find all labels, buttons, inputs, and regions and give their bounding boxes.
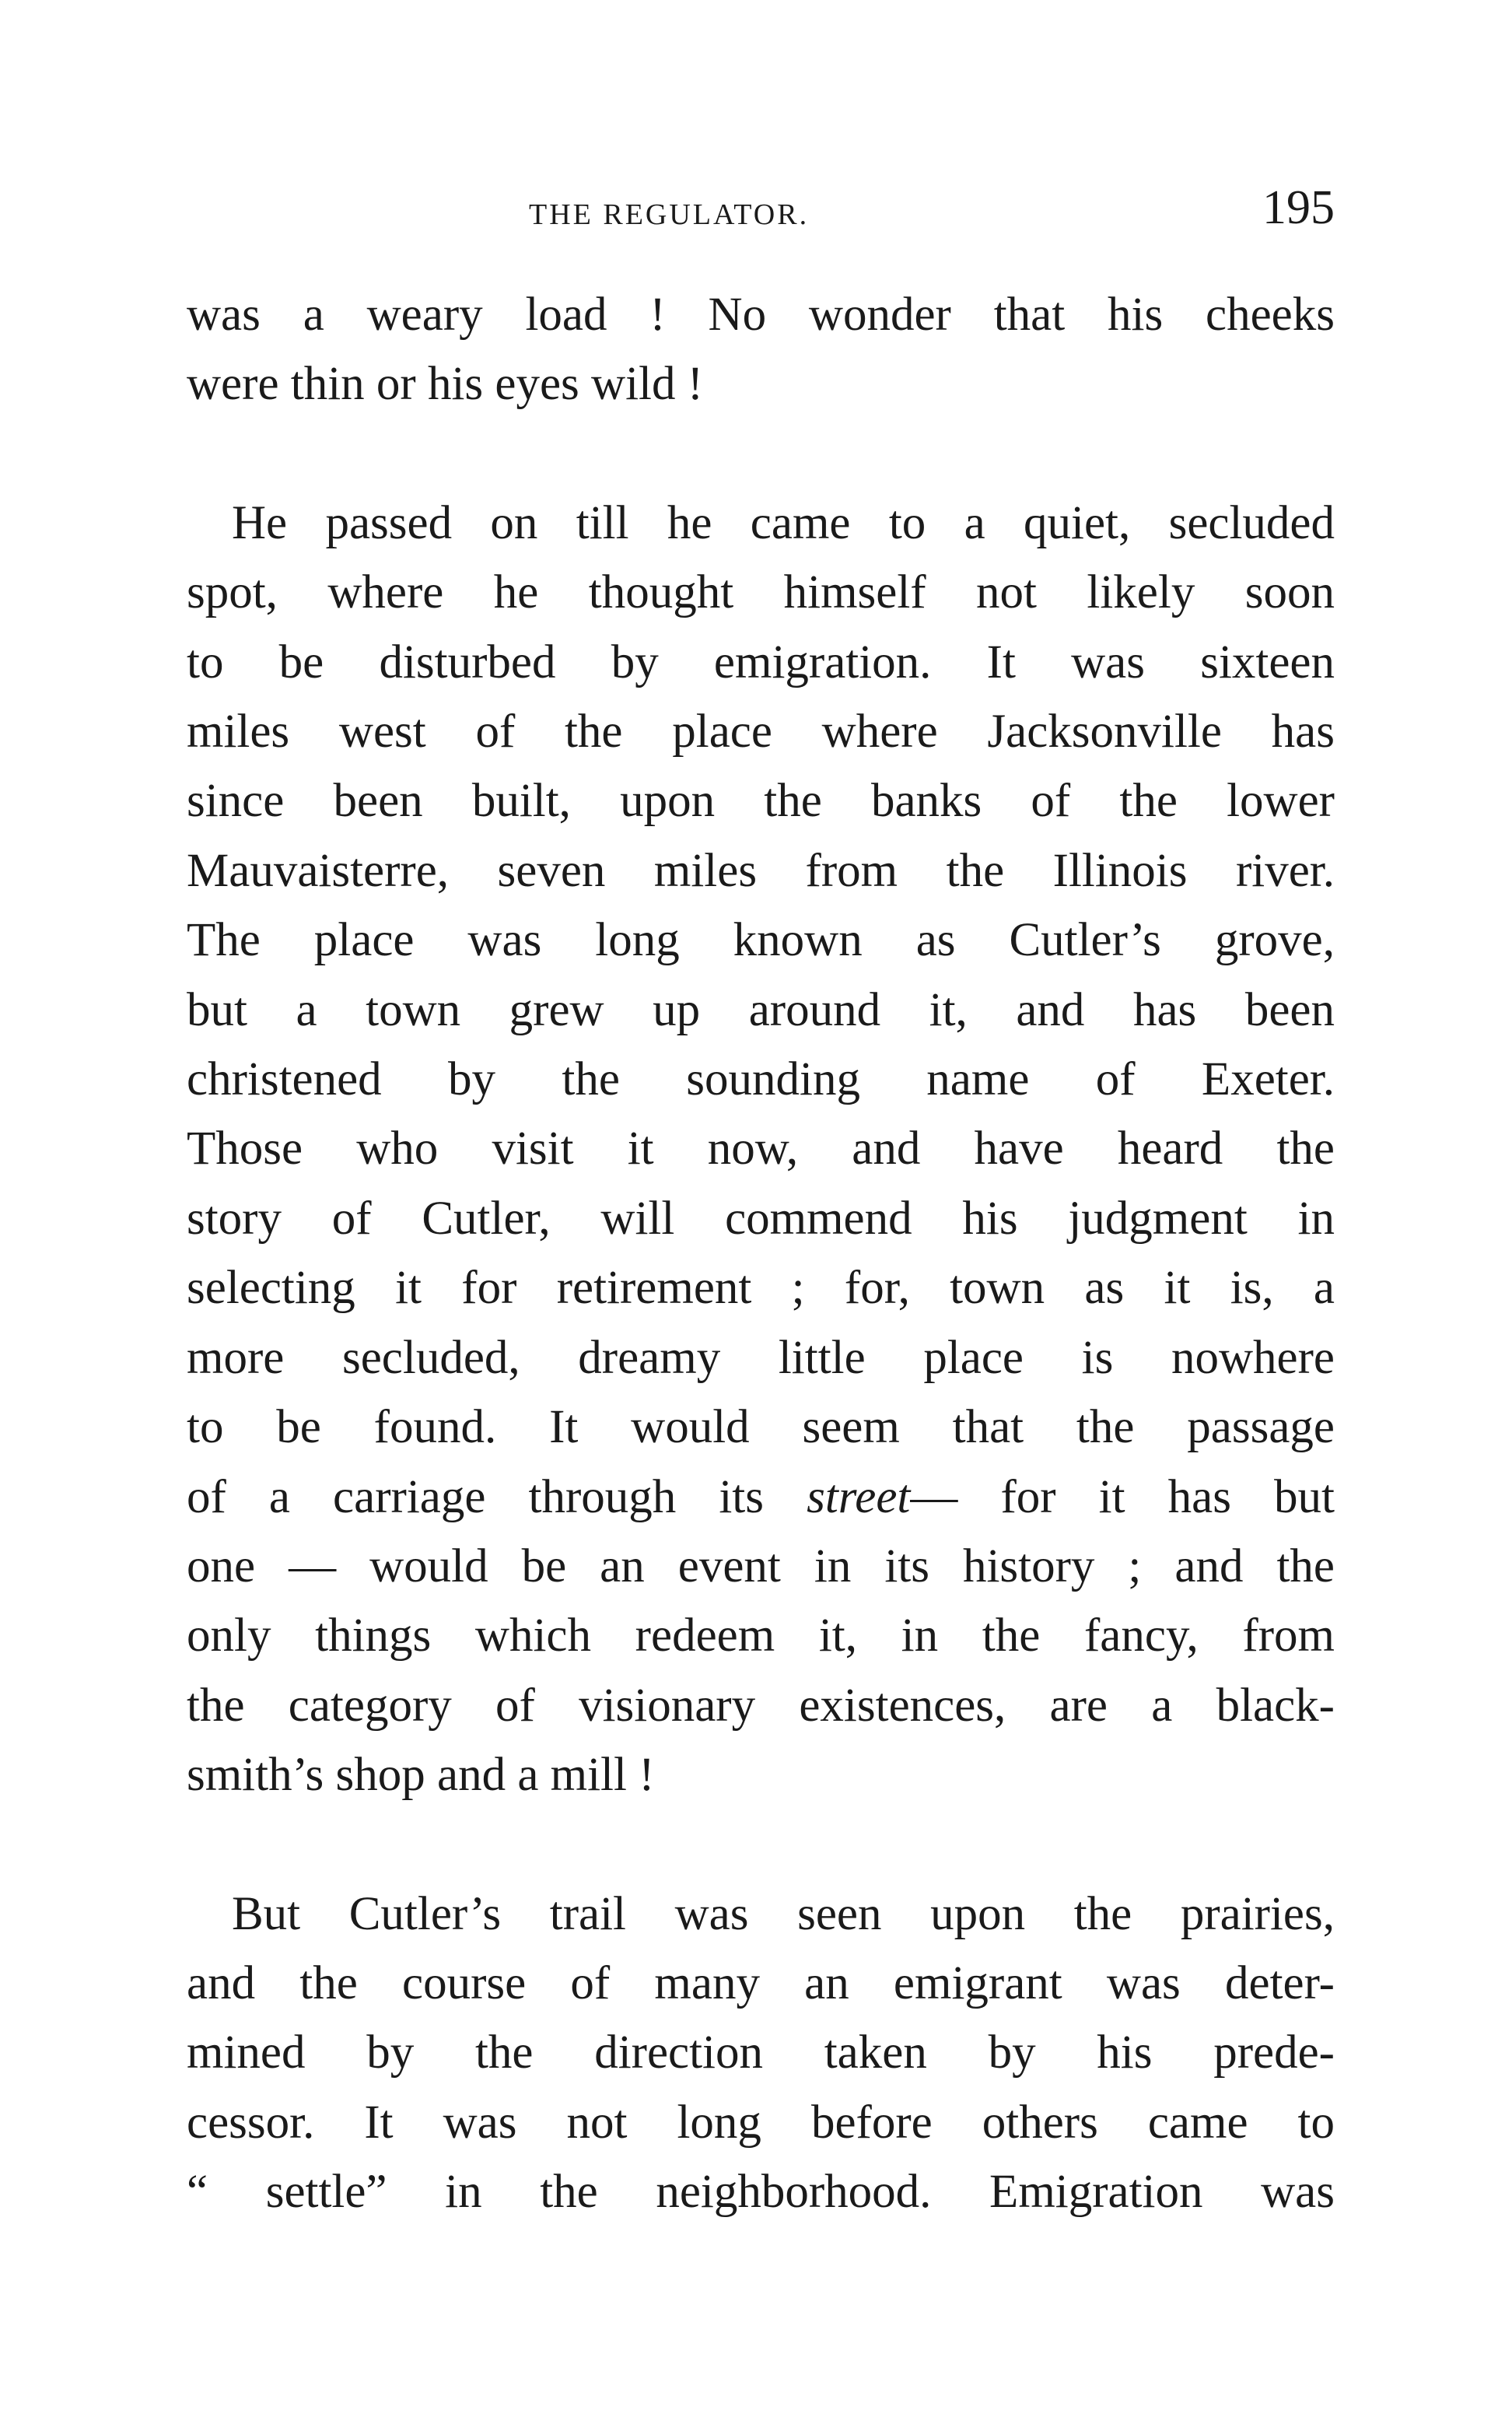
text-line: christened by the sounding name of Exeter. [187, 1053, 1335, 1106]
text-line: to be found. It would seem that the passage [187, 1401, 1335, 1454]
text-line: He passed on till he came to a quiet, secluded [232, 496, 1335, 549]
italic-word: street [807, 1470, 911, 1523]
text-line: “ settle” in the neighborhood. Emigration was [187, 2166, 1335, 2219]
text-line: miles west of the place where Jacksonville has [187, 706, 1335, 758]
text-line: to be disturbed by emigration. It was sixteen [187, 636, 1335, 688]
text-line: were thin or his eyes wild ! [187, 358, 704, 411]
text-line: was a weary load ! No wonder that his cheeks [187, 289, 1335, 341]
page-header [187, 180, 1335, 243]
paragraph-1 [187, 280, 1335, 419]
text-line: the category of visionary existences, are a black- [187, 1679, 1335, 1732]
text-line: cessor. It was not long before others came to [187, 2096, 1335, 2149]
text-line: The place was long known as Cutler’s grove, [187, 914, 1335, 967]
text-line-with-italic [187, 1462, 1335, 1532]
text-line: spot, where he thought himself not likely soon [187, 566, 1335, 619]
text-line: mined by the direction taken by his prede- [187, 2026, 1335, 2079]
text-line: Those who visit it now, and have heard the [187, 1123, 1335, 1175]
text-line: But Cutler’s trail was seen upon the prairies, [232, 1887, 1335, 1940]
text-line: smith’s shop and a mill ! [187, 1749, 655, 1802]
text-line: more secluded, dreamy little place is nowhere [187, 1331, 1335, 1384]
text-line: Mauvaisterre, seven miles from the Illinois river. [187, 844, 1335, 897]
text-line: since been built, upon the banks of the lower [187, 775, 1335, 828]
text-line: only things which redeem it, in the fancy, from [187, 1610, 1335, 1662]
text-line: but a town grew up around it, and has been [187, 983, 1335, 1036]
page-number: 195 [1262, 181, 1335, 234]
text-line: selecting it for retirement ; for, town as it is, a [187, 1262, 1335, 1315]
text-line: and the course of many an emigrant was deter- [187, 1956, 1335, 2009]
body-text [187, 280, 1335, 2227]
running-head: THE REGULATOR. [529, 198, 810, 231]
text-segment: of a carriage through its [187, 1470, 807, 1523]
text-segment: — for it has but [910, 1470, 1335, 1523]
paragraph-2 [187, 489, 1335, 1810]
paragraph-3 [187, 1879, 1335, 2227]
text-line: one — would be an event in its history ; and the [187, 1540, 1335, 1592]
text-line: story of Cutler, will commend his judgment in [187, 1192, 1335, 1245]
